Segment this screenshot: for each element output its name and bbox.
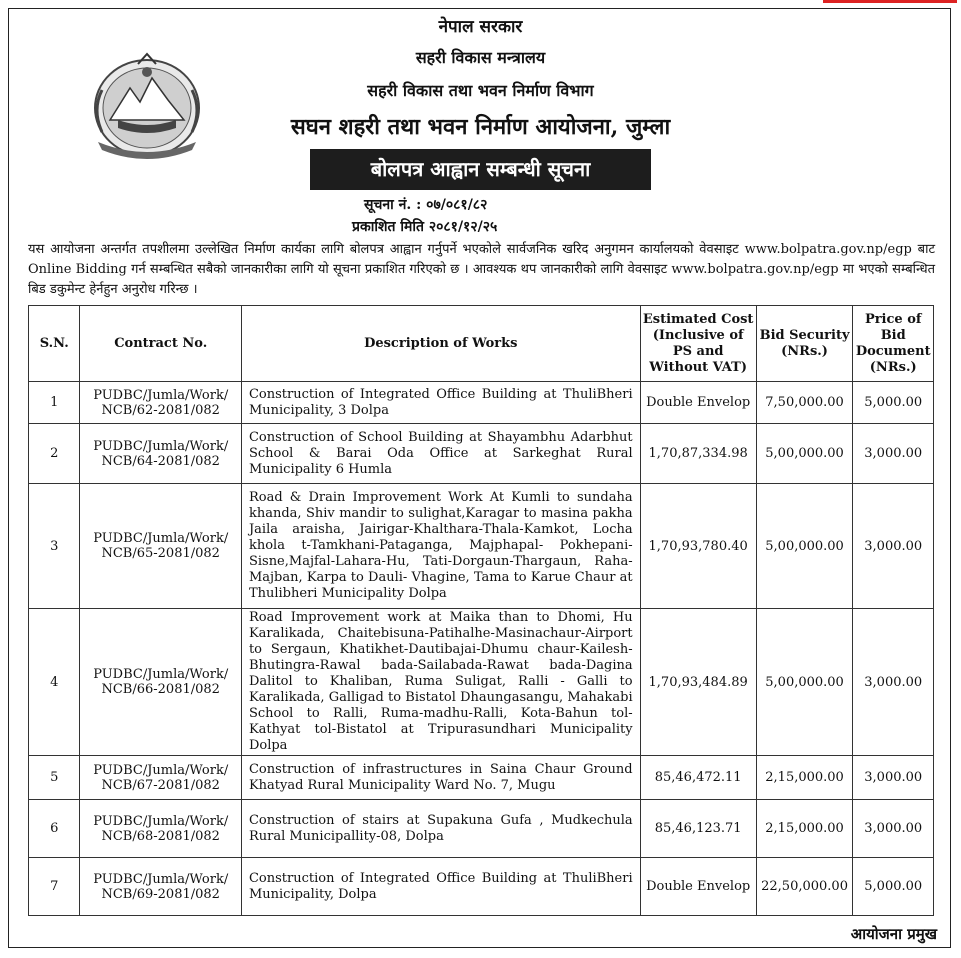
table-row — [29, 382, 934, 424]
notice-number: सूचना नं. : ०७/०८१/८२ — [364, 197, 488, 213]
cell-bid-price: 3,000.00 — [853, 800, 934, 858]
cell-estimated-cost: 1,70,93,484.89 — [640, 609, 756, 756]
cell-contract: PUDBC/Jumla/Work/ NCB/64-2081/082 — [80, 424, 241, 484]
cell-description: Construction of Integrated Office Building at ThuliBheri Municipality, Dolpa — [241, 858, 640, 916]
col-header-estimated-cost: Estimated Cost (Inclusive of PS and Without VAT) — [640, 306, 756, 382]
table-header-row — [29, 306, 934, 382]
table-row — [29, 756, 934, 800]
cell-contract: PUDBC/Jumla/Work/ NCB/67-2081/082 — [80, 756, 241, 800]
col-header-sn: S.N. — [29, 306, 80, 382]
cell-sn: 6 — [29, 800, 80, 858]
cell-estimated-cost: 1,70,87,334.98 — [640, 424, 756, 484]
cell-bid-security: 2,15,000.00 — [756, 756, 853, 800]
cell-contract: PUDBC/Jumla/Work/ NCB/69-2081/082 — [80, 858, 241, 916]
cell-bid-price: 3,000.00 — [853, 756, 934, 800]
cell-description: Construction of Integrated Office Building at ThuliBheri Municipality, 3 Dolpa — [241, 382, 640, 424]
col-header-bid-price: Price of Bid Document (NRs.) — [853, 306, 934, 382]
table-row — [29, 609, 934, 756]
cell-sn: 1 — [29, 382, 80, 424]
cell-estimated-cost: Double Envelop — [640, 858, 756, 916]
cell-contract: PUDBC/Jumla/Work/ NCB/62-2081/082 — [80, 382, 241, 424]
cell-sn: 7 — [29, 858, 80, 916]
cell-bid-price: 3,000.00 — [853, 484, 934, 609]
col-header-contract: Contract No. — [80, 306, 241, 382]
tender-table — [28, 305, 934, 916]
cell-estimated-cost: 1,70,93,780.40 — [640, 484, 756, 609]
cell-sn: 3 — [29, 484, 80, 609]
cell-bid-security: 5,00,000.00 — [756, 484, 853, 609]
cell-bid-price: 5,000.00 — [853, 382, 934, 424]
col-header-bid-security: Bid Security (NRs.) — [756, 306, 853, 382]
cell-bid-price: 3,000.00 — [853, 609, 934, 756]
cell-bid-security: 5,00,000.00 — [756, 609, 853, 756]
cell-estimated-cost: Double Envelop — [640, 382, 756, 424]
cell-contract: PUDBC/Jumla/Work/ NCB/65-2081/082 — [80, 484, 241, 609]
table-row — [29, 484, 934, 609]
table-row — [29, 800, 934, 858]
cell-bid-security: 7,50,000.00 — [756, 382, 853, 424]
cell-contract: PUDBC/Jumla/Work/ NCB/68-2081/082 — [80, 800, 241, 858]
cell-estimated-cost: 85,46,472.11 — [640, 756, 756, 800]
cell-bid-price: 5,000.00 — [853, 858, 934, 916]
signature-title: आयोजना प्रमुख — [850, 925, 937, 943]
header-government: नेपाल सरकार — [438, 17, 523, 37]
cell-sn: 5 — [29, 756, 80, 800]
cell-sn: 4 — [29, 609, 80, 756]
cell-contract: PUDBC/Jumla/Work/ NCB/66-2081/082 — [80, 609, 241, 756]
table-row — [29, 424, 934, 484]
header-ministry: सहरी विकास मन्त्रालय — [415, 48, 546, 67]
published-date: प्रकाशित मिति २०८१/१२/२५ — [352, 219, 498, 235]
cell-description: Construction of stairs at Supakuna Gufa , Mudkechula Rural Municipallity-08, Dolpa — [241, 800, 640, 858]
table-row — [29, 858, 934, 916]
cell-description: Road & Drain Improvement Work At Kumli to sundaha khanda, Shiv mandir to sulighat,Karagar to masina pakha Jaila araisha, Jairigar-Khalthara-Thala-Kamkot, Locha khola t-Tamkhani-Pataganga, Majphapal- Pokhepani-Sisne,Majfal-Lahara-Hu, Tati-Dorgaun-Thargaun, Raha-Majban, Karpa to Dauli- Vhagine, Tama to Karue Chaur at Thulibheri Municipality Dolpa — [241, 484, 640, 609]
cell-sn: 2 — [29, 424, 80, 484]
cell-description: Construction of infrastructures in Saina Chaur Ground Khatyad Rural Municipality Ward No. 7, Mugu — [241, 756, 640, 800]
header-project: सघन शहरी तथा भवन निर्माण आयोजना, जुम्ला — [290, 114, 671, 140]
header-department: सहरी विकास तथा भवन निर्माण विभाग — [367, 81, 594, 100]
cell-bid-security: 2,15,000.00 — [756, 800, 853, 858]
notice-title-banner: बोलपत्र आह्वान सम्बन्धी सूचना — [310, 149, 651, 190]
cell-bid-security: 22,50,000.00 — [756, 858, 853, 916]
cell-description: Construction of School Building at Shayambhu Adarbhut School & Barai Oda Office at Sarkeghat Rural Municipality 6 Humla — [241, 424, 640, 484]
cell-bid-price: 3,000.00 — [853, 424, 934, 484]
intro-paragraph: यस आयोजना अन्तर्गत तपशीलमा उल्लेखित निर्माण कार्यका लागि बोलपत्र आह्वान गर्नुपर्ने भएकोले सार्वजनिक खरिद अनुगमन कार्यालयको वेवसाइट www.bolpatra.gov.np/egp बाट Online Bidding गर्न सम्बन्धित सबैको जानकारीका लागि यो सूचना प्रकाशित गरिएको छ । आवश्यक थप जानकारीको लागि वेवसाइट www.bolpatra.gov.np/egp मा भएको सम्बन्धित बिड डकुमेन्ट हेर्नहुन अनुरोध गरिन्छ । — [28, 242, 935, 297]
cell-estimated-cost: 85,46,123.71 — [640, 800, 756, 858]
corner-mark — [823, 0, 957, 3]
col-header-description: Description of Works — [241, 306, 640, 382]
cell-bid-security: 5,00,000.00 — [756, 424, 853, 484]
cell-description: Road Improvement work at Maika than to Dhomi, Hu Karalikada, Chaitebisuna-Patihalhe-Masinachaur-Airport to Sergaun, Khatikhet-Dautibajai-Dhumu chaur-Kailesh-Bhutingra-Rawal bada-Sailabada-Rawat bada-Dagina Dalitol to Khaliban, Ruma Suligat, Ralli - Galli to Karalikada, Galligad to Bistatol Dhaungasangu, Mahakabi School to Ralli, Ruma-madhu-Ralli, Kota-Bahun tol- Kathyat tol-Bistatol at Tripurasundhari Municipality Dolpa — [241, 609, 640, 756]
